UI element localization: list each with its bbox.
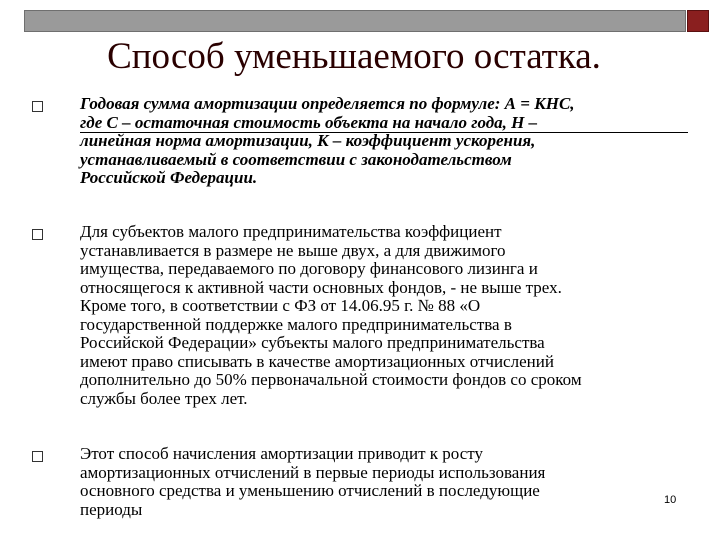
header-accent-square: [687, 10, 709, 32]
slide-title: Способ уменьшаемого остатка.: [107, 36, 601, 77]
bullet-text-conclusion: Этот способ начисления амортизации приводит к росту амортизационных отчислений в первые периоды использования основного средства и уменьшению отчислений в последующие периоды: [80, 444, 546, 519]
bullet-square-icon: [32, 451, 43, 462]
bullet-text-small-business: Для субъектов малого предпринимательства коэффициент устанавливается в размере не выше двух, а для движимого имущества, передаваемого по договору финансового лизинга и относящегося к активной части основных фондов, - не выше трех. Кроме того, в соответствии с ФЗ от 14.06.95 г. № 88 «О государственной поддержке малого предпринимательства в Российской Федерации» субъекты малого предпринимательства имеют право списывать в качестве амортизационных отчислений дополнительно до 50% первоначальной стоимости фондов со сроком службы более трех лет.: [80, 222, 582, 408]
header-bar: [24, 10, 686, 32]
bullet-text-formula: Годовая сумма амортизации определяется по формуле: А = КНС, где С – остаточная стоимость объекта на начало года, Н – линейная норма амортизации, К – коэффициент ускорения, устанавливаемый в соответствии с законодательством Российской Федерации.: [80, 94, 575, 187]
bullet-square-icon: [32, 229, 43, 240]
bullet-square-icon: [32, 101, 43, 112]
page-number: 10: [664, 494, 677, 506]
